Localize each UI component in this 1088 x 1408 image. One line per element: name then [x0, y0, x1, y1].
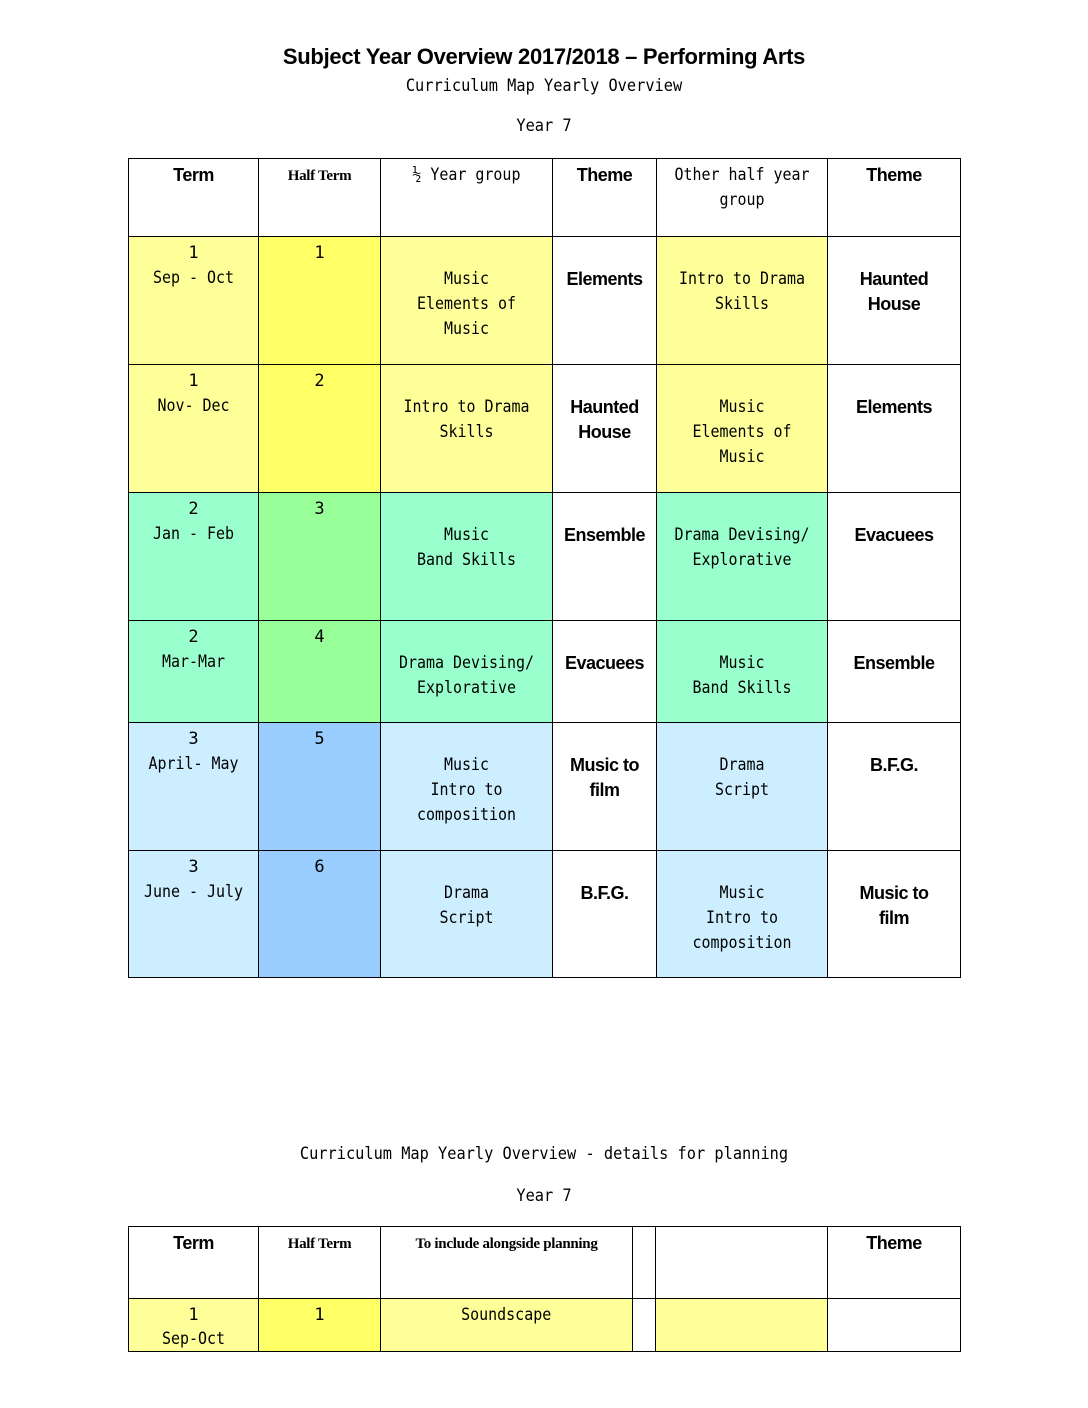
overview-header-row [129, 159, 961, 237]
group-a-cell: Drama Script [381, 851, 553, 978]
planning-table [128, 1226, 961, 1352]
half-term-cell: 1 [259, 1299, 381, 1352]
term-cell: 1 Sep-Oct [129, 1299, 259, 1352]
half-term-cell: 5 [259, 723, 381, 851]
half-term-cell: 3 [259, 493, 381, 621]
theme-a-cell: Haunted House [553, 365, 657, 493]
col-header-blank-1 [633, 1227, 656, 1299]
planning-year-label: Year 7 [516, 1186, 572, 1206]
col-header-include-alongside-planning: To include alongside planning [381, 1227, 633, 1299]
term-cell: 2 Mar-Mar [129, 621, 259, 723]
planning-header-row [129, 1227, 961, 1299]
group-b-cell: Music Band Skills [657, 621, 828, 723]
table-row [129, 237, 961, 365]
theme-cell [828, 1299, 961, 1352]
blank-cell-1 [633, 1299, 656, 1352]
col-header-theme-2: Theme [828, 159, 961, 237]
table-row [129, 851, 961, 978]
col-header-theme: Theme [553, 159, 657, 237]
col-header-other-half-year-group: Other half year group [657, 159, 828, 237]
col-header-half-year-group: ½ Year group [381, 159, 553, 237]
blank-cell-2 [656, 1299, 828, 1352]
term-cell: 1 Nov- Dec [129, 365, 259, 493]
group-a-cell: Drama Devising/ Explorative [381, 621, 553, 723]
term-cell: 3 June - July [129, 851, 259, 978]
document-title: Subject Year Overview 2017/2018 – Performing Arts [282, 44, 806, 69]
theme-a-cell: Elements [553, 237, 657, 365]
year-label: Year 7 [516, 116, 572, 136]
col-header-half-term: Half Term [259, 1227, 381, 1299]
group-b-cell: Music Elements of Music [657, 365, 828, 493]
half-term-cell: 4 [259, 621, 381, 723]
half-term-cell: 1 [259, 237, 381, 365]
group-a-cell: Intro to Drama Skills [381, 365, 553, 493]
theme-b-cell: B.F.G. [828, 723, 961, 851]
table-row [129, 493, 961, 621]
theme-a-cell: Music to film [553, 723, 657, 851]
group-a-cell: Music Elements of Music [381, 237, 553, 365]
group-b-cell: Intro to Drama Skills [657, 237, 828, 365]
term-cell: 2 Jan - Feb [129, 493, 259, 621]
half-term-cell: 2 [259, 365, 381, 493]
theme-b-cell: Ensemble [828, 621, 961, 723]
theme-a-cell: Ensemble [553, 493, 657, 621]
table-row [129, 723, 961, 851]
table-row [129, 621, 961, 723]
planning-title: Curriculum Map Yearly Overview - details for planning [299, 1144, 789, 1164]
col-header-half-term: Half Term [259, 159, 381, 237]
document-subtitle: Curriculum Map Yearly Overview [405, 76, 683, 96]
col-header-theme: Theme [828, 1227, 961, 1299]
theme-b-cell: Elements [828, 365, 961, 493]
theme-b-cell: Evacuees [828, 493, 961, 621]
term-cell: 3 April- May [129, 723, 259, 851]
group-b-cell: Drama Script [657, 723, 828, 851]
group-b-cell: Music Intro to composition [657, 851, 828, 978]
overview-table [128, 158, 961, 978]
theme-a-cell: Evacuees [553, 621, 657, 723]
table-row [129, 1299, 961, 1352]
col-header-term: Term [129, 159, 259, 237]
term-cell: 1 Sep - Oct [129, 237, 259, 365]
col-header-term: Term [129, 1227, 259, 1299]
theme-a-cell: B.F.G. [553, 851, 657, 978]
include-cell: Soundscape [381, 1299, 633, 1352]
theme-b-cell: Music to film [828, 851, 961, 978]
group-b-cell: Drama Devising/ Explorative [657, 493, 828, 621]
theme-b-cell: Haunted House [828, 237, 961, 365]
group-a-cell: Music Band Skills [381, 493, 553, 621]
group-a-cell: Music Intro to composition [381, 723, 553, 851]
col-header-blank-2 [656, 1227, 828, 1299]
table-row [129, 365, 961, 493]
half-term-cell: 6 [259, 851, 381, 978]
